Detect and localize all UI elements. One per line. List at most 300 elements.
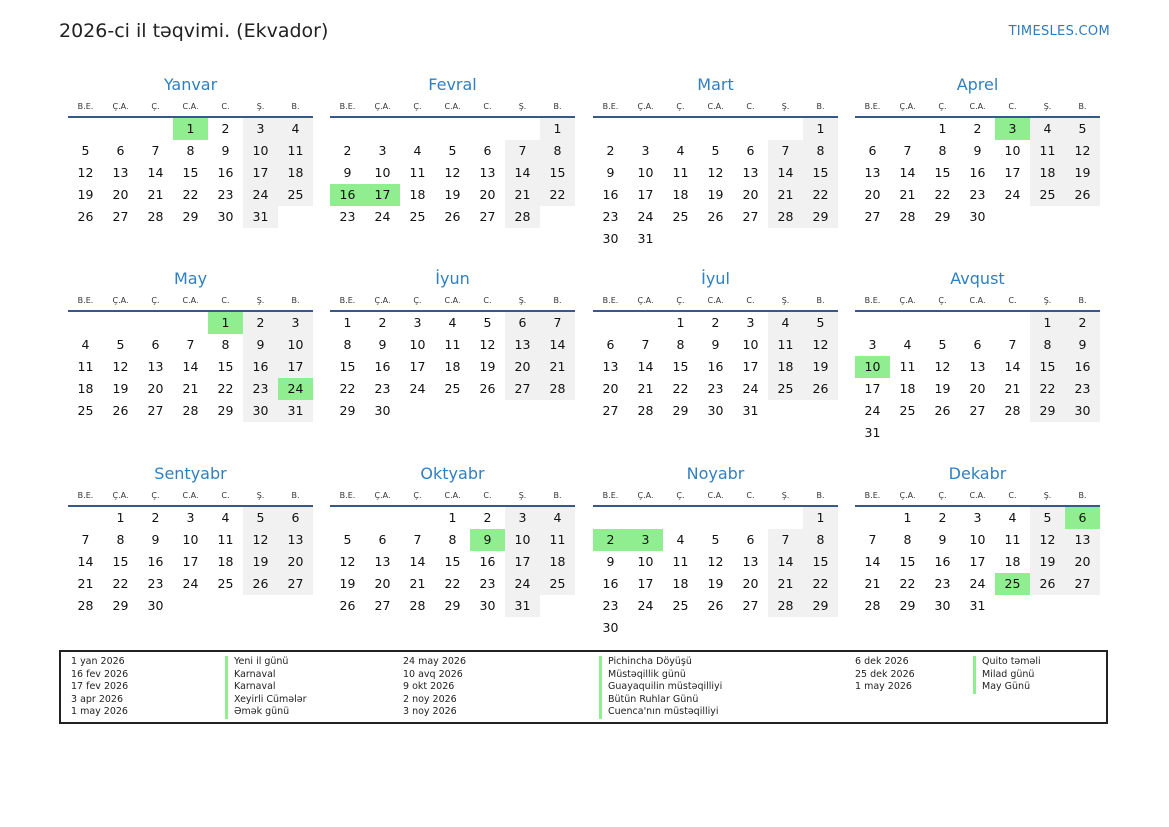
day-cell: 25 (444, 381, 461, 396)
day-cell: 12 (243, 529, 278, 551)
weekday-label: Ş. (518, 296, 527, 305)
empty-day (803, 617, 838, 639)
day-cell: 25 (278, 184, 313, 206)
day-cell: 29 (339, 403, 356, 418)
legend-holiday-name: Bütün Ruhlar Günü (599, 694, 722, 707)
empty-day (803, 228, 838, 250)
day-cell: 2 (221, 121, 230, 136)
day-cell: 21 (899, 187, 916, 202)
week-row (330, 595, 575, 617)
week-row (593, 551, 838, 573)
week-row (68, 378, 313, 400)
weekday-label: B.E. (77, 102, 94, 111)
weekday-label: C. (483, 102, 492, 111)
week-row (855, 551, 1100, 573)
week-row (855, 507, 1100, 529)
week-row (855, 334, 1100, 356)
weekday-header (330, 292, 575, 312)
day-cell: 24 (637, 598, 654, 613)
day-cell: 22 (217, 381, 234, 396)
weekday-label: B. (553, 491, 562, 500)
day-cell: 2 (1065, 312, 1100, 334)
legend-holiday-name: Pichincha Döyüşü (599, 656, 722, 669)
day-cell: 14 (505, 162, 540, 184)
day-cell: 14 (637, 359, 654, 374)
day-cell: 2 (973, 121, 982, 136)
week-row (855, 162, 1100, 184)
empty-day (890, 118, 925, 140)
day-cell: 23 (707, 381, 724, 396)
day-cell: 14 (864, 554, 881, 569)
day-cell: 19 (339, 576, 356, 591)
legend-holiday-name: Müstəqillik günü (599, 669, 722, 682)
day-cell: 16 (602, 576, 619, 591)
week-row (593, 595, 838, 617)
day-cell: 18 (1030, 162, 1065, 184)
weekday-label: C. (483, 296, 492, 305)
weekday-label: B.E. (602, 296, 619, 305)
weekday-label: Ç.A. (899, 296, 916, 305)
brand-link[interactable]: TIMESLES.COM (1008, 24, 1110, 39)
day-cell: 2 (151, 510, 160, 525)
day-cell: 27 (969, 403, 986, 418)
week-row (330, 400, 575, 422)
weekday-label: Ç. (413, 491, 422, 500)
day-cell: 27 (278, 573, 313, 595)
day-cell: 15 (899, 554, 916, 569)
week-row (855, 356, 1100, 378)
day-cell: 13 (969, 359, 986, 374)
day-cell: 10 (969, 532, 986, 547)
day-cell: 25 (768, 378, 803, 400)
day-cell: 16 (374, 359, 391, 374)
day-cell: 13 (1065, 529, 1100, 551)
day-cell: 23 (602, 598, 619, 613)
weekday-header (330, 487, 575, 507)
weekday-header (593, 98, 838, 118)
weekday-label: Ç.A. (112, 491, 129, 500)
day-cell: 29 (803, 206, 838, 228)
day-cell: 22 (112, 576, 129, 591)
day-cell: 5 (803, 312, 838, 334)
weekday-label: Ş. (781, 296, 790, 305)
weekday-label: Ç. (676, 102, 685, 111)
weekday-label: Ş. (1043, 296, 1052, 305)
month-title: Noyabr (686, 464, 745, 483)
day-cell: 27 (1065, 573, 1100, 595)
day-cell: 24 (864, 403, 881, 418)
weekday-label: B.E. (602, 491, 619, 500)
month-title: Sentyabr (154, 464, 227, 483)
day-cell: 4 (903, 337, 912, 352)
day-cell: 10 (637, 554, 654, 569)
day-cell: 7 (768, 529, 803, 551)
empty-day (768, 118, 803, 140)
day-cell: 16 (1065, 356, 1100, 378)
day-cell: 28 (1004, 403, 1021, 418)
month-title: Oktyabr (420, 464, 485, 483)
day-cell: 19 (1030, 551, 1065, 573)
day-cell: 26 (444, 209, 461, 224)
empty-day (138, 312, 173, 334)
day-cell: 29 (444, 598, 461, 613)
month-title: Yanvar (163, 75, 218, 94)
empty-day (663, 228, 698, 250)
empty-day (103, 118, 138, 140)
empty-day (960, 312, 995, 334)
day-cell: 2 (343, 143, 352, 158)
day-cell: 20 (147, 381, 164, 396)
day-cell: 21 (147, 187, 164, 202)
day-cell: 1 (903, 510, 912, 525)
day-cell: 4 (81, 337, 90, 352)
day-cell: 9 (343, 165, 352, 180)
weekday-label: C. (1008, 491, 1017, 500)
weekday-label: Ç. (938, 491, 947, 500)
empty-day (1030, 422, 1065, 444)
week-row (855, 206, 1100, 228)
day-cell: 19 (112, 381, 129, 396)
day-cell: 14 (540, 334, 575, 356)
day-cell: 7 (1008, 337, 1017, 352)
day-cell: 16 (217, 165, 234, 180)
week-row (593, 162, 838, 184)
day-cell: 25 (77, 403, 94, 418)
day-cell: 7 (505, 140, 540, 162)
day-cell: 8 (803, 140, 838, 162)
empty-day (278, 595, 313, 617)
day-cell: 19 (707, 576, 724, 591)
day-cell: 27 (864, 209, 881, 224)
day-cell: 5 (116, 337, 125, 352)
weekday-label: B.E. (339, 491, 356, 500)
day-cell: 16 (707, 359, 724, 374)
day-cell: 5 (343, 532, 352, 547)
day-cell: 24 (1004, 187, 1021, 202)
week-row (68, 118, 313, 140)
day-cell: 5 (1065, 118, 1100, 140)
week-row (855, 140, 1100, 162)
weekday-label: Ş. (1043, 102, 1052, 111)
legend-dates-2 (403, 656, 466, 719)
weekday-label: Ç.A. (637, 296, 654, 305)
day-cell: 24 (278, 378, 313, 400)
day-cell: 15 (934, 165, 951, 180)
empty-day (1065, 595, 1100, 617)
empty-day (1030, 595, 1065, 617)
day-cell: 8 (343, 337, 352, 352)
weekday-label: B. (1078, 296, 1087, 305)
day-cell: 23 (339, 209, 356, 224)
weekday-label: Ç. (151, 102, 160, 111)
day-cell: 27 (505, 378, 540, 400)
empty-day (278, 206, 313, 228)
day-cell: 12 (707, 165, 724, 180)
legend-holiday-name: May Günü (973, 681, 1041, 694)
day-cell: 22 (803, 573, 838, 595)
month-title: İyul (701, 269, 730, 288)
empty-day (768, 400, 803, 422)
day-cell: 25 (540, 573, 575, 595)
day-cell: 9 (938, 532, 947, 547)
weekday-label: C. (1008, 296, 1017, 305)
day-cell: 17 (243, 162, 278, 184)
day-cell: 23 (934, 576, 951, 591)
legend-holiday-name: Yeni il günü (225, 656, 307, 669)
day-cell: 30 (217, 209, 234, 224)
day-cell: 23 (1065, 378, 1100, 400)
day-cell: 18 (899, 381, 916, 396)
day-cell: 13 (742, 165, 759, 180)
day-cell: 21 (182, 381, 199, 396)
empty-day (1030, 206, 1065, 228)
weekday-label: C.A. (707, 491, 724, 500)
empty-day (890, 422, 925, 444)
day-cell: 1 (343, 315, 352, 330)
legend-date: 25 dek 2026 (855, 668, 915, 680)
day-cell: 2 (378, 315, 387, 330)
weekday-label: C. (483, 491, 492, 500)
day-cell: 8 (116, 532, 125, 547)
day-cell: 31 (864, 425, 881, 440)
day-cell: 1 (803, 507, 838, 529)
day-cell: 23 (243, 378, 278, 400)
day-cell: 28 (182, 403, 199, 418)
week-row (68, 184, 313, 206)
day-cell: 9 (606, 554, 615, 569)
day-cell: 24 (243, 184, 278, 206)
empty-day (593, 312, 628, 334)
weekday-label: B. (816, 296, 825, 305)
week-row (68, 140, 313, 162)
day-cell: 12 (1065, 140, 1100, 162)
day-cell: 13 (864, 165, 881, 180)
day-cell: 31 (505, 595, 540, 617)
empty-day (505, 118, 540, 140)
day-cell: 16 (934, 554, 951, 569)
day-cell: 6 (746, 143, 755, 158)
day-cell: 4 (413, 143, 422, 158)
week-row (330, 378, 575, 400)
day-cell: 29 (112, 598, 129, 613)
day-cell: 24 (742, 381, 759, 396)
day-cell: 21 (540, 356, 575, 378)
day-cell: 22 (339, 381, 356, 396)
day-cell: 5 (711, 143, 720, 158)
day-cell: 11 (409, 165, 426, 180)
week-row (593, 378, 838, 400)
day-cell: 20 (742, 187, 759, 202)
day-cell: 9 (606, 165, 615, 180)
day-cell: 20 (864, 187, 881, 202)
day-cell: 23 (374, 381, 391, 396)
day-cell: 18 (444, 359, 461, 374)
day-cell: 27 (374, 598, 391, 613)
month-title: Fevral (428, 75, 477, 94)
legend-date: 1 may 2026 (71, 706, 128, 718)
day-cell: 4 (221, 510, 230, 525)
day-cell: 6 (116, 143, 125, 158)
day-cell: 6 (278, 507, 313, 529)
day-cell: 17 (278, 356, 313, 378)
month-i̇yun (330, 266, 575, 422)
day-cell: 6 (973, 337, 982, 352)
weekday-label: Ş. (1043, 491, 1052, 500)
legend-dates-1 (71, 656, 128, 719)
day-cell: 15 (112, 554, 129, 569)
empty-day (470, 400, 505, 422)
day-cell: 31 (278, 400, 313, 422)
week-row (68, 162, 313, 184)
day-cell: 1 (540, 118, 575, 140)
week-row (593, 228, 838, 250)
weekday-label: Ş. (256, 491, 265, 500)
day-cell: 12 (803, 334, 838, 356)
day-cell: 20 (742, 576, 759, 591)
empty-day (365, 118, 400, 140)
legend-holiday-name: Karnaval (225, 669, 307, 682)
empty-day (173, 595, 208, 617)
day-cell: 26 (77, 209, 94, 224)
weekday-label: C.A. (969, 296, 986, 305)
week-row (330, 356, 575, 378)
day-cell: 20 (602, 381, 619, 396)
day-cell: 4 (540, 507, 575, 529)
week-row (68, 400, 313, 422)
day-cell: 10 (409, 337, 426, 352)
week-row (68, 529, 313, 551)
month-sentyabr (68, 461, 313, 617)
day-cell: 24 (409, 381, 426, 396)
day-cell: 26 (1065, 184, 1100, 206)
day-cell: 18 (1004, 554, 1021, 569)
month-title: Dekabr (948, 464, 1007, 483)
day-cell: 26 (479, 381, 496, 396)
weekday-label: C.A. (182, 491, 199, 500)
day-cell: 8 (676, 337, 685, 352)
week-row (68, 356, 313, 378)
day-cell: 13 (602, 359, 619, 374)
empty-day (435, 118, 470, 140)
day-cell: 18 (672, 576, 689, 591)
day-cell: 4 (676, 532, 685, 547)
day-cell: 26 (707, 598, 724, 613)
week-row (330, 312, 575, 334)
empty-day (890, 312, 925, 334)
day-cell: 23 (479, 576, 496, 591)
day-cell: 17 (637, 187, 654, 202)
weekday-label: Ç. (413, 102, 422, 111)
day-cell: 15 (803, 551, 838, 573)
weekday-label: Ç.A. (374, 102, 391, 111)
day-cell: 21 (768, 573, 803, 595)
day-cell: 14 (899, 165, 916, 180)
day-cell: 19 (479, 359, 496, 374)
empty-day (593, 118, 628, 140)
weekday-label: C.A. (444, 102, 461, 111)
day-cell: 4 (278, 118, 313, 140)
empty-day (733, 507, 768, 529)
day-cell: 20 (479, 187, 496, 202)
weekday-label: Ş. (518, 102, 527, 111)
day-cell: 9 (378, 337, 387, 352)
day-cell: 18 (278, 162, 313, 184)
day-cell: 3 (243, 118, 278, 140)
empty-day (768, 617, 803, 639)
weekday-label: B.E. (77, 296, 94, 305)
day-cell: 5 (938, 337, 947, 352)
weekday-label: Ş. (781, 102, 790, 111)
day-cell: 20 (374, 576, 391, 591)
day-cell: 10 (243, 140, 278, 162)
legend-date: 17 fev 2026 (71, 681, 129, 693)
day-cell: 25 (409, 209, 426, 224)
day-cell: 2 (483, 510, 492, 525)
weekday-label: Ç. (938, 296, 947, 305)
day-cell: 27 (147, 403, 164, 418)
day-cell: 8 (1030, 334, 1065, 356)
day-cell: 28 (147, 209, 164, 224)
month-i̇yul (593, 266, 838, 422)
day-cell: 20 (969, 381, 986, 396)
day-cell: 20 (278, 551, 313, 573)
day-cell: 19 (243, 551, 278, 573)
empty-day (768, 507, 803, 529)
day-cell: 19 (934, 381, 951, 396)
day-cell: 16 (147, 554, 164, 569)
day-cell: 21 (864, 576, 881, 591)
day-cell: 22 (803, 184, 838, 206)
day-cell: 15 (339, 359, 356, 374)
day-cell: 22 (672, 381, 689, 396)
day-cell: 14 (768, 551, 803, 573)
day-cell: 15 (182, 165, 199, 180)
day-cell: 15 (540, 162, 575, 184)
weekday-label: C.A. (707, 102, 724, 111)
day-cell: 26 (707, 209, 724, 224)
day-cell: 23 (602, 209, 619, 224)
day-cell: 14 (147, 165, 164, 180)
legend-date: 6 dek 2026 (855, 656, 909, 667)
week-row (68, 551, 313, 573)
day-cell: 4 (1030, 118, 1065, 140)
empty-day (1065, 422, 1100, 444)
empty-day (1065, 206, 1100, 228)
weekday-label: B. (291, 296, 300, 305)
legend-holiday-name: Quito təməli (973, 656, 1041, 669)
day-cell: 12 (707, 554, 724, 569)
day-cell: 10 (505, 529, 540, 551)
weekday-label: Ç. (413, 296, 422, 305)
week-row (593, 573, 838, 595)
empty-day (330, 507, 365, 529)
day-cell: 5 (1030, 507, 1065, 529)
day-cell: 28 (540, 378, 575, 400)
day-cell: 22 (1030, 378, 1065, 400)
day-cell: 29 (899, 598, 916, 613)
day-cell: 22 (899, 576, 916, 591)
day-cell: 3 (413, 315, 422, 330)
day-cell: 26 (339, 598, 356, 613)
week-row (68, 334, 313, 356)
day-cell: 12 (112, 359, 129, 374)
day-cell: 29 (182, 209, 199, 224)
empty-day (733, 228, 768, 250)
weekday-label: Ç.A. (899, 102, 916, 111)
legend-date: 3 noy 2026 (403, 706, 457, 718)
week-row (330, 162, 575, 184)
week-row (330, 118, 575, 140)
